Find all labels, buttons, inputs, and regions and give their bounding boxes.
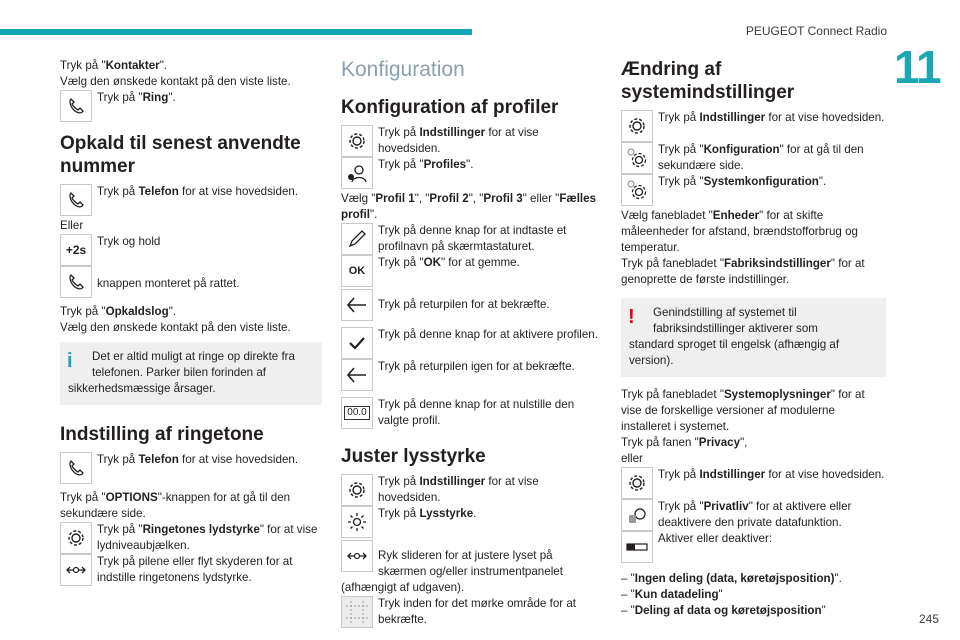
heading-profiles: Konfiguration af profiler <box>341 97 559 118</box>
instruction-row: Tryk på denne knap for at indtaste et profilnavn på skærmtastaturet. <box>341 223 603 255</box>
phone-handset-icon <box>60 452 92 484</box>
paragraph: Tryk på fanen "Privacy", <box>621 436 748 449</box>
instruction-row: Tryk på returpilen igen for at bekræfte. <box>341 359 603 391</box>
header-accent-bar <box>0 29 472 35</box>
gear-icon <box>341 474 373 506</box>
instruction-row: Ryk slideren for at justere lyset på skærmen og/eller instrumentpanelet <box>341 540 603 580</box>
gear-settings-icon <box>621 142 653 174</box>
column-right <box>621 58 886 619</box>
info-note: i Det er altid muligt at ringe op direkte fra telefonen. Parker bilen forinden af sikkerhedsmæssige årsager. <box>60 342 322 405</box>
instruction-row: Tryk på Lysstyrke. <box>341 506 603 538</box>
instruction-row: +2s Tryk og hold <box>60 234 322 266</box>
gear-icon <box>621 110 653 142</box>
instruction-row: Tryk på Telefon for at vise hovedsiden. <box>60 184 322 216</box>
paragraph: Tryk på "OPTIONS"-knappen for at gå til den sekundære side. <box>60 491 291 520</box>
instruction-row: Tryk på "Konfiguration" for at gå til den sekundære side. <box>621 142 886 174</box>
instruction-row: Tryk på "Ring". <box>60 90 322 122</box>
heading-system-settings: Ændring af systemindstillinger <box>621 59 795 103</box>
paragraph: Vælg den ønskede kontakt på den viste liste. <box>60 75 291 88</box>
instruction-row: Tryk på "Ringetones lydstyrke" for at vise lydniveaubjælken. <box>60 522 322 554</box>
list-item: – "Deling af data og køretøjsposition" <box>621 604 826 617</box>
warning-note: ! Genindstilling af systemet til fabriksindstillinger aktiverer som standard sproget til engelsk (afhængig af version). <box>621 298 886 377</box>
gear-icon <box>621 467 653 499</box>
instruction-row: Tryk på returpilen for at bekræfte. <box>341 289 603 321</box>
phone-handset-icon <box>60 266 92 298</box>
phone-handset-icon <box>60 90 92 122</box>
instruction-row: OK Tryk på "OK" for at gemme. <box>341 255 603 287</box>
gear-icon <box>341 125 373 157</box>
ok-button-icon: OK <box>341 255 373 287</box>
instruction-row: Tryk på pilene eller flyt skyderen for at indstille ringetonens lydstyrke. <box>60 554 322 586</box>
paragraph: Tryk på fanebladet "Systemoplysninger" for at vise de forskellige versioner af modulerne installeret i systemet. <box>621 388 865 433</box>
instruction-row: Tryk på denne knap for at aktivere profilen. <box>341 327 603 359</box>
phone-handset-icon <box>60 184 92 216</box>
instruction-row: Tryk på Indstillinger for at vise hovedsiden. <box>621 467 886 499</box>
warning-icon: ! <box>628 306 635 328</box>
paragraph: (afhængigt af udgaven). <box>341 581 465 594</box>
instruction-row: Tryk på Indstillinger for at vise hovedsiden. <box>621 110 886 142</box>
slider-icon <box>341 540 373 572</box>
heading-brightness: Juster lysstyrke <box>341 446 486 467</box>
instruction-row: Tryk på "Systemkonfiguration". <box>621 174 886 206</box>
pen-icon <box>341 223 373 255</box>
gear-icon <box>60 522 92 554</box>
back-arrow-icon <box>341 359 373 391</box>
paragraph: Vælg "Profil 1", "Profil 2", "Profil 3" eller "Fælles profil". <box>341 192 597 221</box>
dark-area-icon <box>341 596 373 628</box>
instruction-row: Tryk på Indstillinger for at vise hovedsiden. <box>341 125 603 157</box>
paragraph-eller: Eller <box>60 219 84 232</box>
info-icon: i <box>67 350 73 372</box>
paragraph: Vælg den ønskede kontakt på den viste liste. <box>60 321 291 334</box>
toggle-icon <box>621 531 653 563</box>
column-middle <box>341 58 603 628</box>
header-title: PEUGEOT Connect Radio <box>745 24 887 38</box>
list-item: – "Ingen deling (data, køretøjsposition)". <box>621 572 842 585</box>
instruction-row: 00.0 Tryk på denne knap for at nulstille den valgte profil. <box>341 397 603 429</box>
list-item: – "Kun datadeling" <box>621 588 723 601</box>
volume-slider-icon <box>60 554 92 586</box>
gear-settings-icon <box>621 174 653 206</box>
instruction-row: Tryk på "Privatliv" for at aktivere eller deaktivere den private datafunktion. <box>621 499 886 531</box>
brightness-icon <box>341 506 373 538</box>
paragraph: Tryk på "Kontakter". <box>60 59 168 72</box>
paragraph: Vælg fanebladet "Enheder" for at skifte måleenheder for afstand, brændstofforbrug og temperatur. <box>621 209 858 254</box>
column-left <box>60 58 322 586</box>
hold-2s-icon: +2s <box>60 234 92 266</box>
checkmark-icon <box>341 327 373 359</box>
privacy-icon <box>621 499 653 531</box>
profile-icon <box>341 157 373 189</box>
section-title: Konfiguration <box>341 58 465 81</box>
instruction-row: Tryk på Indstillinger for at vise hovedsiden. <box>341 474 603 506</box>
paragraph: Tryk på "Opkaldslog". <box>60 305 177 318</box>
paragraph: Tryk på fanebladet "Fabriksindstillinger" for at genoprette de første indstillinger. <box>621 257 865 286</box>
instruction-row: knappen monteret på rattet. <box>60 266 322 298</box>
page-number: 245 <box>918 612 939 626</box>
back-arrow-icon <box>341 289 373 321</box>
instruction-row: Tryk inden for det mørke område for at bekræfte. <box>341 596 603 628</box>
instruction-row: Tryk på Telefon for at vise hovedsiden. <box>60 452 322 484</box>
reset-icon: 00.0 <box>341 397 373 429</box>
heading-ringtone: Indstilling af ringetone <box>60 424 264 445</box>
instruction-row: Tryk på "Profiles". <box>341 157 603 189</box>
heading-recent-calls: Opkald til senest anvendte nummer <box>60 133 301 177</box>
chapter-number: 11 <box>894 41 941 93</box>
paragraph-eller: eller <box>621 452 643 465</box>
instruction-row: Aktiver eller deaktiver: <box>621 531 886 563</box>
